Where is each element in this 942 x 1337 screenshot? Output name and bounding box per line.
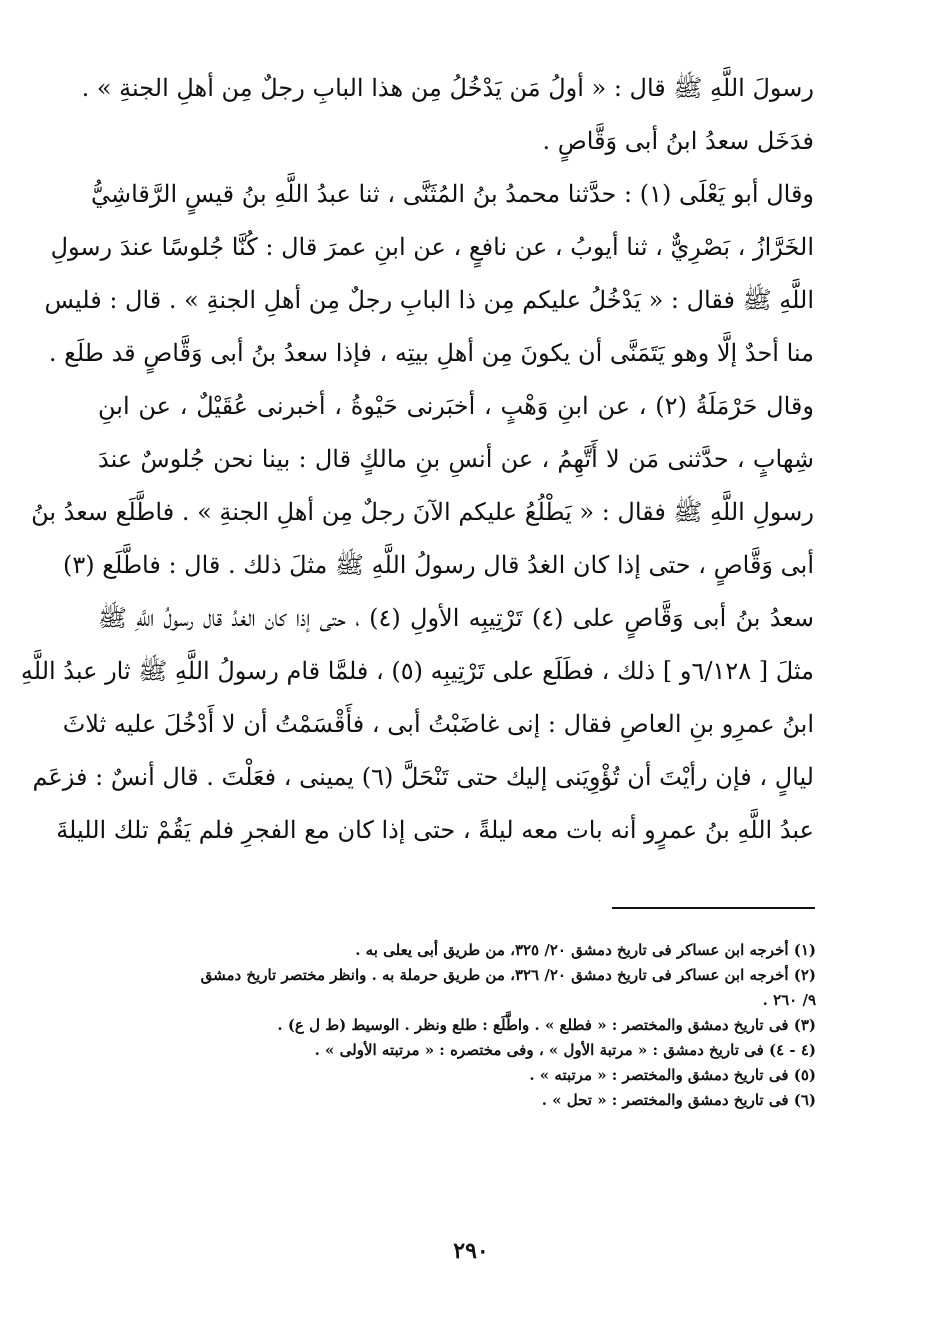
footnote: ٩/ ٢٦٠ .	[762, 991, 816, 1009]
text-line: الخَرَّازُ ، بَصْرِيٌّ ، ثنا أيوبُ ، عن نافعٍ ، عن ابنِ عمرَ قال : كُنَّا جُلوسًا عندَ رسولِ	[50, 233, 814, 261]
text-line: عبدُ اللَّهِ بنُ عمرٍو أنه بات معه ليلةً ، حتى إذا كان مع الفجرِ فلم يَقُمْ تلك الليلةَ	[56, 816, 814, 844]
footnotes	[98, 938, 816, 1113]
text-line: فدَخَل سعدُ ابنُ أبى وَقَّاصٍ .	[542, 127, 814, 155]
footnote: (٦) فى تاريخ دمشق والمختصر : « تحل » .	[541, 1091, 816, 1109]
text-line: أبى وَقَّاصٍ ، حتى إذا كان الغدُ قال رسولُ اللَّهِ ﷺ مثلَ ذلك . قال : فاطَّلَع (٣)	[62, 551, 814, 579]
footnote: (١) أخرجه ابن عساكر فى تاريخ دمشق ٢٠/ ٣٢٥، من طريق أبى يعلى به .	[355, 941, 816, 959]
footnote: (٥) فى تاريخ دمشق والمختصر : « مرتبته » .	[529, 1066, 816, 1084]
main-text	[20, 62, 814, 857]
text-line: مثلَ [ ٦/١٢٨و ] ذلك ، فطَلَع على تَرْتِيبِه (٥) ، فلمَّا قام رسولُ اللَّهِ ﷺ ثار عبدُ اللَّهِ	[20, 657, 814, 685]
footnote: (٢) أخرجه ابن عساكر فى تاريخ دمشق ٢٠/ ٣٢٦، من طريق حرملة به . وانظر مختصر تاريخ دمشق	[200, 966, 816, 984]
text-line: وقال أبو يَعْلَى (١) : حدَّثنا محمدُ بنُ المُثَنَّى ، ثنا عبدُ اللَّهِ بنُ قيسٍ الرَّقاشِيُّ	[91, 180, 814, 208]
paragraph-3	[20, 380, 814, 857]
text-line: اللَّهِ ﷺ فقال : « يَدْخُلُ عليكم مِن ذا البابِ رجلٌ مِن أهلِ الجنةِ » . قال : فليس	[44, 286, 814, 314]
text-line: ابنُ عمرِو بنِ العاصِ فقال : إنى غاضَبْتُ أبى ، فأَقْسَمْتُ أن لا أَدْخُلَ عليه ثلاثَ	[62, 710, 814, 738]
footnote-divider	[612, 907, 815, 909]
text-line: رسولِ اللَّهِ ﷺ فقال : « يَطْلُعُ عليكم الآنَ رجلٌ مِن أهلِ الجنةِ » . فاطَّلَع سعدُ بنُ	[31, 498, 814, 526]
text-line: شِهابٍ ، حدَّثنى مَن لا أَتَّهِمُ ، عن أنسِ بنِ مالكٍ قال : بينا نحن جُلوسٌ عندَ	[98, 445, 814, 473]
paragraph-2	[44, 168, 814, 380]
paragraph-1	[81, 62, 814, 168]
footnote: (٤ - ٤) فى تاريخ دمشق : « مرتبة الأول » ، وفى مختصره : « مرتبته الأولى » .	[314, 1041, 816, 1059]
text-line: منا أحدٌ إلَّا وهو يَتَمَنَّى أن يكونَ مِن أهلِ بيتِه ، فإذا سعدُ بنُ أبى وَقَّاصٍ قد طلَع .	[48, 339, 814, 367]
page-number: ٢٩٠	[453, 1238, 489, 1264]
text-line: سعدُ بنُ أبى وَقَّاصٍ على (٤) تَرْتِيبِه الأولِ (٤) ، حتى إذا كان الغدُ قال رسولُ اللَّهِ ﷺ	[98, 604, 814, 632]
footnote: (٣) فى تاريخ دمشق والمختصر : « فطلع » . واطَّلَع : طلع ونظر . الوسيط (ط ل ع) .	[277, 1016, 816, 1034]
text-line: رسولَ اللَّهِ ﷺ قال : « أولُ مَن يَدْخُلُ مِن هذا البابِ رجلٌ مِن أهلِ الجنةِ » .	[81, 74, 814, 102]
text-line: ليالٍ ، فإن رأيْتَ أن تُؤْوِيَنى إليك حتى تَنْحَلَّ (٦) يمينى ، فعَلْتَ . قال أنسٌ : فزعَم	[32, 763, 814, 791]
text-line: وقال حَرْمَلَةُ (٢) ، عن ابنِ وَهْبٍ ، أخبَرنى حَيْوةُ ، أخبرنى عُقَيْلٌ ، عن ابنِ	[98, 392, 814, 420]
